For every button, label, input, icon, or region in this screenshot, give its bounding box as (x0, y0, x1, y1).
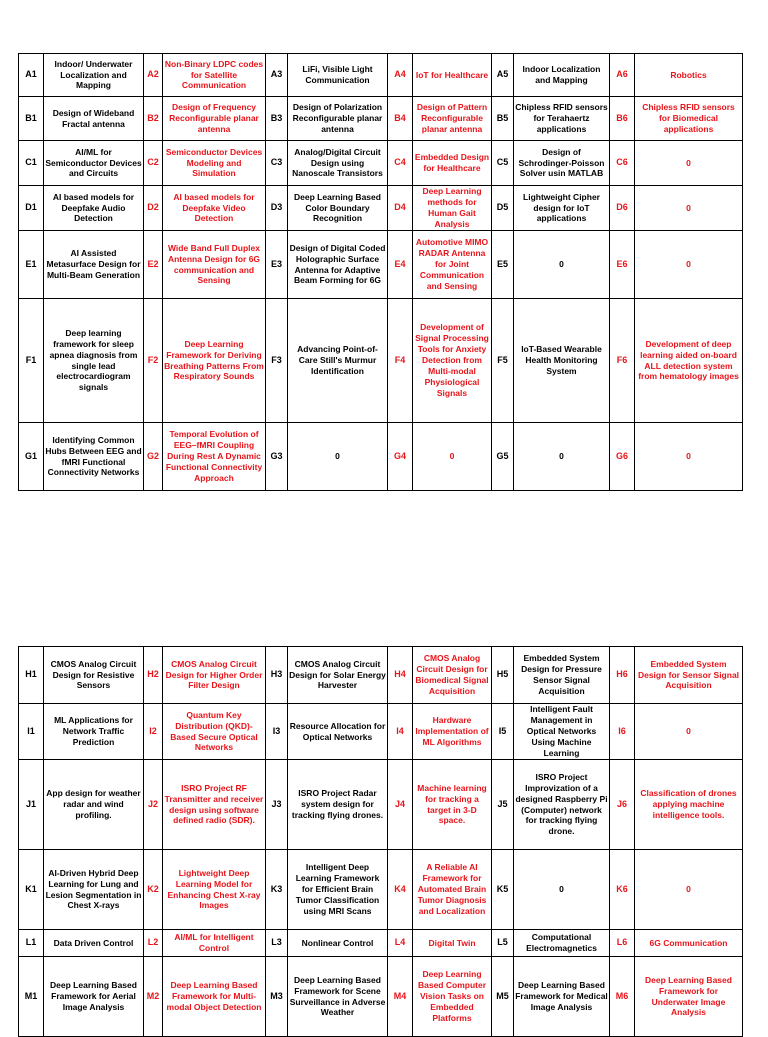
topic-title-cell: Embedded System Design for Pressure Sensor Signal Acquisition (514, 647, 610, 704)
topic-code-cell: M6 (610, 957, 635, 1037)
table-row (19, 423, 743, 491)
topic-title-cell: Lightweight Deep Learning Model for Enhancing Chest X-ray Images (163, 850, 266, 930)
topic-code-cell: C4 (388, 141, 413, 186)
topic-title-cell: Robotics (635, 54, 743, 97)
table-row (19, 141, 743, 186)
table-row (19, 704, 743, 760)
topic-code-cell: K6 (610, 850, 635, 930)
topic-code-cell: D1 (19, 186, 44, 231)
topic-code-cell: L5 (492, 930, 514, 957)
topic-title-cell: Development of deep learning aided on-board ALL detection system from hematology images (635, 299, 743, 423)
table-row (19, 850, 743, 930)
topic-title-cell: 0 (635, 850, 743, 930)
topic-code-cell: M3 (266, 957, 288, 1037)
topic-code-cell: K1 (19, 850, 44, 930)
topic-code-cell: F4 (388, 299, 413, 423)
topic-code-cell: H4 (388, 647, 413, 704)
topic-title-cell: Machine learning for tracking a target in 3-D space. (413, 760, 492, 850)
topic-code-cell: L2 (144, 930, 163, 957)
topic-code-cell: C3 (266, 141, 288, 186)
table-row (19, 97, 743, 141)
topic-title-cell: Non-Binary LDPC codes for Satellite Communication (163, 54, 266, 97)
topic-title-cell: Deep Learning Based Framework for Multi-modal Object Detection (163, 957, 266, 1037)
topic-code-cell: M2 (144, 957, 163, 1037)
topic-title-cell: 0 (635, 423, 743, 491)
topic-title-cell: Deep Learning Based Framework for Scene Surveillance in Adverse Weather (288, 957, 388, 1037)
topic-title-cell: 0 (635, 704, 743, 760)
topic-code-cell: A3 (266, 54, 288, 97)
topic-title-cell: Nonlinear Control (288, 930, 388, 957)
topic-code-cell: M5 (492, 957, 514, 1037)
topic-title-cell: Classification of drones applying machine intelligence tools. (635, 760, 743, 850)
topic-code-cell: L3 (266, 930, 288, 957)
topic-code-cell: A2 (144, 54, 163, 97)
topic-code-cell: E4 (388, 231, 413, 299)
table-row (19, 299, 743, 423)
topic-code-cell: C1 (19, 141, 44, 186)
topic-title-cell: Chipless RFID sensors for Terahaertz applications (514, 97, 610, 141)
topic-code-cell: I3 (266, 704, 288, 760)
topic-code-cell: H5 (492, 647, 514, 704)
topic-title-cell: 0 (514, 850, 610, 930)
topic-code-cell: F3 (266, 299, 288, 423)
topic-title-cell: LiFi, Visible Light Communication (288, 54, 388, 97)
table-row (19, 957, 743, 1037)
topic-title-cell: 0 (514, 231, 610, 299)
topic-code-cell: L4 (388, 930, 413, 957)
topic-title-cell: Design of Wideband Fractal antenna (44, 97, 144, 141)
topic-title-cell: ISRO Project Radar system design for tracking flying drones. (288, 760, 388, 850)
table-row (19, 54, 743, 97)
topic-code-cell: G6 (610, 423, 635, 491)
topic-title-cell: Development of Signal Processing Tools for Anxiety Detection from Multi-modal Physiological Signals (413, 299, 492, 423)
topic-code-cell: J1 (19, 760, 44, 850)
topic-code-cell: D3 (266, 186, 288, 231)
topic-code-cell: C5 (492, 141, 514, 186)
topic-title-cell: Design of Frequency Reconfigurable planar antenna (163, 97, 266, 141)
topic-code-cell: H2 (144, 647, 163, 704)
topic-code-cell: E2 (144, 231, 163, 299)
topic-code-cell: C6 (610, 141, 635, 186)
topic-code-cell: B1 (19, 97, 44, 141)
topic-code-cell: K2 (144, 850, 163, 930)
table-row (19, 760, 743, 850)
topic-code-cell: A1 (19, 54, 44, 97)
topic-code-cell: D2 (144, 186, 163, 231)
topic-code-cell: F5 (492, 299, 514, 423)
topic-code-cell: H3 (266, 647, 288, 704)
topic-title-cell: Identifying Common Hubs Between EEG and fMRI Functional Connectivity Networks (44, 423, 144, 491)
topic-code-cell: M4 (388, 957, 413, 1037)
topic-code-cell: I2 (144, 704, 163, 760)
topic-title-cell: Analog/Digital Circuit Design using Nanoscale Transistors (288, 141, 388, 186)
topic-title-cell: Design of Digital Coded Holographic Surface Antenna for Adaptive Beam Forming for 6G (288, 231, 388, 299)
topic-code-cell: K3 (266, 850, 288, 930)
topic-code-cell: B6 (610, 97, 635, 141)
topic-code-cell: H1 (19, 647, 44, 704)
topic-title-cell: AI based models for Deepfake Audio Detection (44, 186, 144, 231)
topic-title-cell: Design of Pattern Reconfigurable planar antenna (413, 97, 492, 141)
topic-title-cell: ML Applications for Network Traffic Prediction (44, 704, 144, 760)
topic-title-cell: Indoor/ Underwater Localization and Mapping (44, 54, 144, 97)
topic-title-cell: Lightweight Cipher design for IoT applications (514, 186, 610, 231)
topic-code-cell: A5 (492, 54, 514, 97)
topic-title-cell: Intelligent Fault Management in Optical Networks Using Machine Learning (514, 704, 610, 760)
topic-code-cell: G3 (266, 423, 288, 491)
topic-title-cell: CMOS Analog Circuit Design for Higher Order Filter Design (163, 647, 266, 704)
topic-title-cell: Data Driven Control (44, 930, 144, 957)
topic-code-cell: K5 (492, 850, 514, 930)
topic-code-cell: G1 (19, 423, 44, 491)
topic-title-cell: ISRO Project Improvization of a designed Raspberry Pi (Computer) network for tracking flying drone. (514, 760, 610, 850)
topic-title-cell: AI/ML for Intelligent Control (163, 930, 266, 957)
topic-title-cell: Computational Electromagnetics (514, 930, 610, 957)
topic-title-cell: Semiconductor Devices Modeling and Simulation (163, 141, 266, 186)
topic-title-cell: Temporal Evolution of EEG–fMRI Coupling During Rest A Dynamic Functional Connectivity Approach (163, 423, 266, 491)
topic-title-cell: IoT for Healthcare (413, 54, 492, 97)
topic-title-cell: 0 (288, 423, 388, 491)
table-row (19, 647, 743, 704)
topic-code-cell: J2 (144, 760, 163, 850)
topic-title-cell: Indoor Localization and Mapping (514, 54, 610, 97)
topic-title-cell: Wide Band Full Duplex Antenna Design for 6G communication and Sensing (163, 231, 266, 299)
topic-title-cell: Advancing Point-of-Care Still's Murmur Identification (288, 299, 388, 423)
topic-title-cell: Intelligent Deep Learning Framework for Efficient Brain Tumor Classification using MRI Scans (288, 850, 388, 930)
topic-title-cell: Deep Learning Based Framework for Medical Image Analysis (514, 957, 610, 1037)
topic-title-cell: Deep learning framework for sleep apnea diagnosis from single lead electrocardiogram signals (44, 299, 144, 423)
topic-code-cell: D4 (388, 186, 413, 231)
topic-title-cell: Deep Learning Based Framework for Aerial Image Analysis (44, 957, 144, 1037)
topic-title-cell: Chipless RFID sensors for Biomedical applications (635, 97, 743, 141)
topic-title-cell: Design of Schrodinger-Poisson Solver usin MATLAB (514, 141, 610, 186)
topic-code-cell: J3 (266, 760, 288, 850)
table-row (19, 930, 743, 957)
topic-code-cell: I1 (19, 704, 44, 760)
topic-title-cell: AI-Driven Hybrid Deep Learning for Lung and Lesion Segmentation in Chest X-rays (44, 850, 144, 930)
topic-title-cell: Digital Twin (413, 930, 492, 957)
topic-code-cell: F6 (610, 299, 635, 423)
topic-code-cell: G2 (144, 423, 163, 491)
topic-code-cell: I4 (388, 704, 413, 760)
topic-title-cell: Deep Learning Based Computer Vision Tasks on Embedded Platforms (413, 957, 492, 1037)
topic-title-cell: Deep Learning methods for Human Gait Analysis (413, 186, 492, 231)
topic-code-cell: J4 (388, 760, 413, 850)
project-table-top (18, 53, 743, 491)
topic-title-cell: CMOS Analog Circuit Design for Biomedical Signal Acquisition (413, 647, 492, 704)
topic-title-cell: 0 (635, 141, 743, 186)
topic-code-cell: B2 (144, 97, 163, 141)
topic-code-cell: E1 (19, 231, 44, 299)
topic-code-cell: F1 (19, 299, 44, 423)
topic-code-cell: D6 (610, 186, 635, 231)
topic-title-cell: 6G Communication (635, 930, 743, 957)
topic-code-cell: K4 (388, 850, 413, 930)
topic-code-cell: A4 (388, 54, 413, 97)
topic-title-cell: 0 (635, 186, 743, 231)
topic-title-cell: CMOS Analog Circuit Design for Solar Energy Harvester (288, 647, 388, 704)
topic-code-cell: E5 (492, 231, 514, 299)
topic-title-cell: ISRO Project RF Transmitter and receiver design using software defined radio (SDR). (163, 760, 266, 850)
topic-code-cell: L6 (610, 930, 635, 957)
topic-title-cell: Embedded Design for Healthcare (413, 141, 492, 186)
topic-code-cell: A6 (610, 54, 635, 97)
topic-code-cell: J5 (492, 760, 514, 850)
topic-code-cell: B5 (492, 97, 514, 141)
topic-code-cell: H6 (610, 647, 635, 704)
table-row (19, 231, 743, 299)
topic-code-cell: I6 (610, 704, 635, 760)
topic-title-cell: Embedded System Design for Sensor Signal Acquisition (635, 647, 743, 704)
topic-title-cell: Quantum Key Distribution (QKD)-Based Secure Optical Networks (163, 704, 266, 760)
topic-code-cell: B4 (388, 97, 413, 141)
topic-title-cell: A Reliable AI Framework for Automated Brain Tumor Diagnosis and Localization (413, 850, 492, 930)
topic-title-cell: Resource Allocation for Optical Networks (288, 704, 388, 760)
topic-title-cell: Hardware Implementation of ML Algorithms (413, 704, 492, 760)
topic-title-cell: 0 (514, 423, 610, 491)
topic-code-cell: B3 (266, 97, 288, 141)
topic-code-cell: F2 (144, 299, 163, 423)
topic-title-cell: CMOS Analog Circuit Design for Resistive Sensors (44, 647, 144, 704)
table-row (19, 186, 743, 231)
topic-title-cell: Design of Polarization Reconfigurable planar antenna (288, 97, 388, 141)
topic-title-cell: IoT-Based Wearable Health Monitoring System (514, 299, 610, 423)
topic-title-cell: 0 (635, 231, 743, 299)
topic-code-cell: J6 (610, 760, 635, 850)
topic-code-cell: D5 (492, 186, 514, 231)
topic-title-cell: AI/ML for Semiconductor Devices and Circuits (44, 141, 144, 186)
topic-code-cell: E6 (610, 231, 635, 299)
topic-code-cell: E3 (266, 231, 288, 299)
topic-code-cell: G4 (388, 423, 413, 491)
topic-code-cell: C2 (144, 141, 163, 186)
topic-code-cell: L1 (19, 930, 44, 957)
topic-code-cell: I5 (492, 704, 514, 760)
project-table-bottom (18, 646, 743, 1037)
topic-title-cell: Deep Learning Based Framework for Underwater Image Analysis (635, 957, 743, 1037)
topic-code-cell: G5 (492, 423, 514, 491)
topic-code-cell: M1 (19, 957, 44, 1037)
topic-title-cell: App design for weather radar and wind profiling. (44, 760, 144, 850)
topic-title-cell: 0 (413, 423, 492, 491)
topic-title-cell: AI Assisted Metasurface Design for Multi-Beam Generation (44, 231, 144, 299)
topic-title-cell: Automotive MIMO RADAR Antenna for Joint Communication and Sensing (413, 231, 492, 299)
topic-title-cell: Deep Learning Framework for Deriving Breathing Patterns From Respiratory Sounds (163, 299, 266, 423)
topic-title-cell: AI based models for Deepfake Video Detection (163, 186, 266, 231)
topic-title-cell: Deep Learning Based Color Boundary Recognition (288, 186, 388, 231)
